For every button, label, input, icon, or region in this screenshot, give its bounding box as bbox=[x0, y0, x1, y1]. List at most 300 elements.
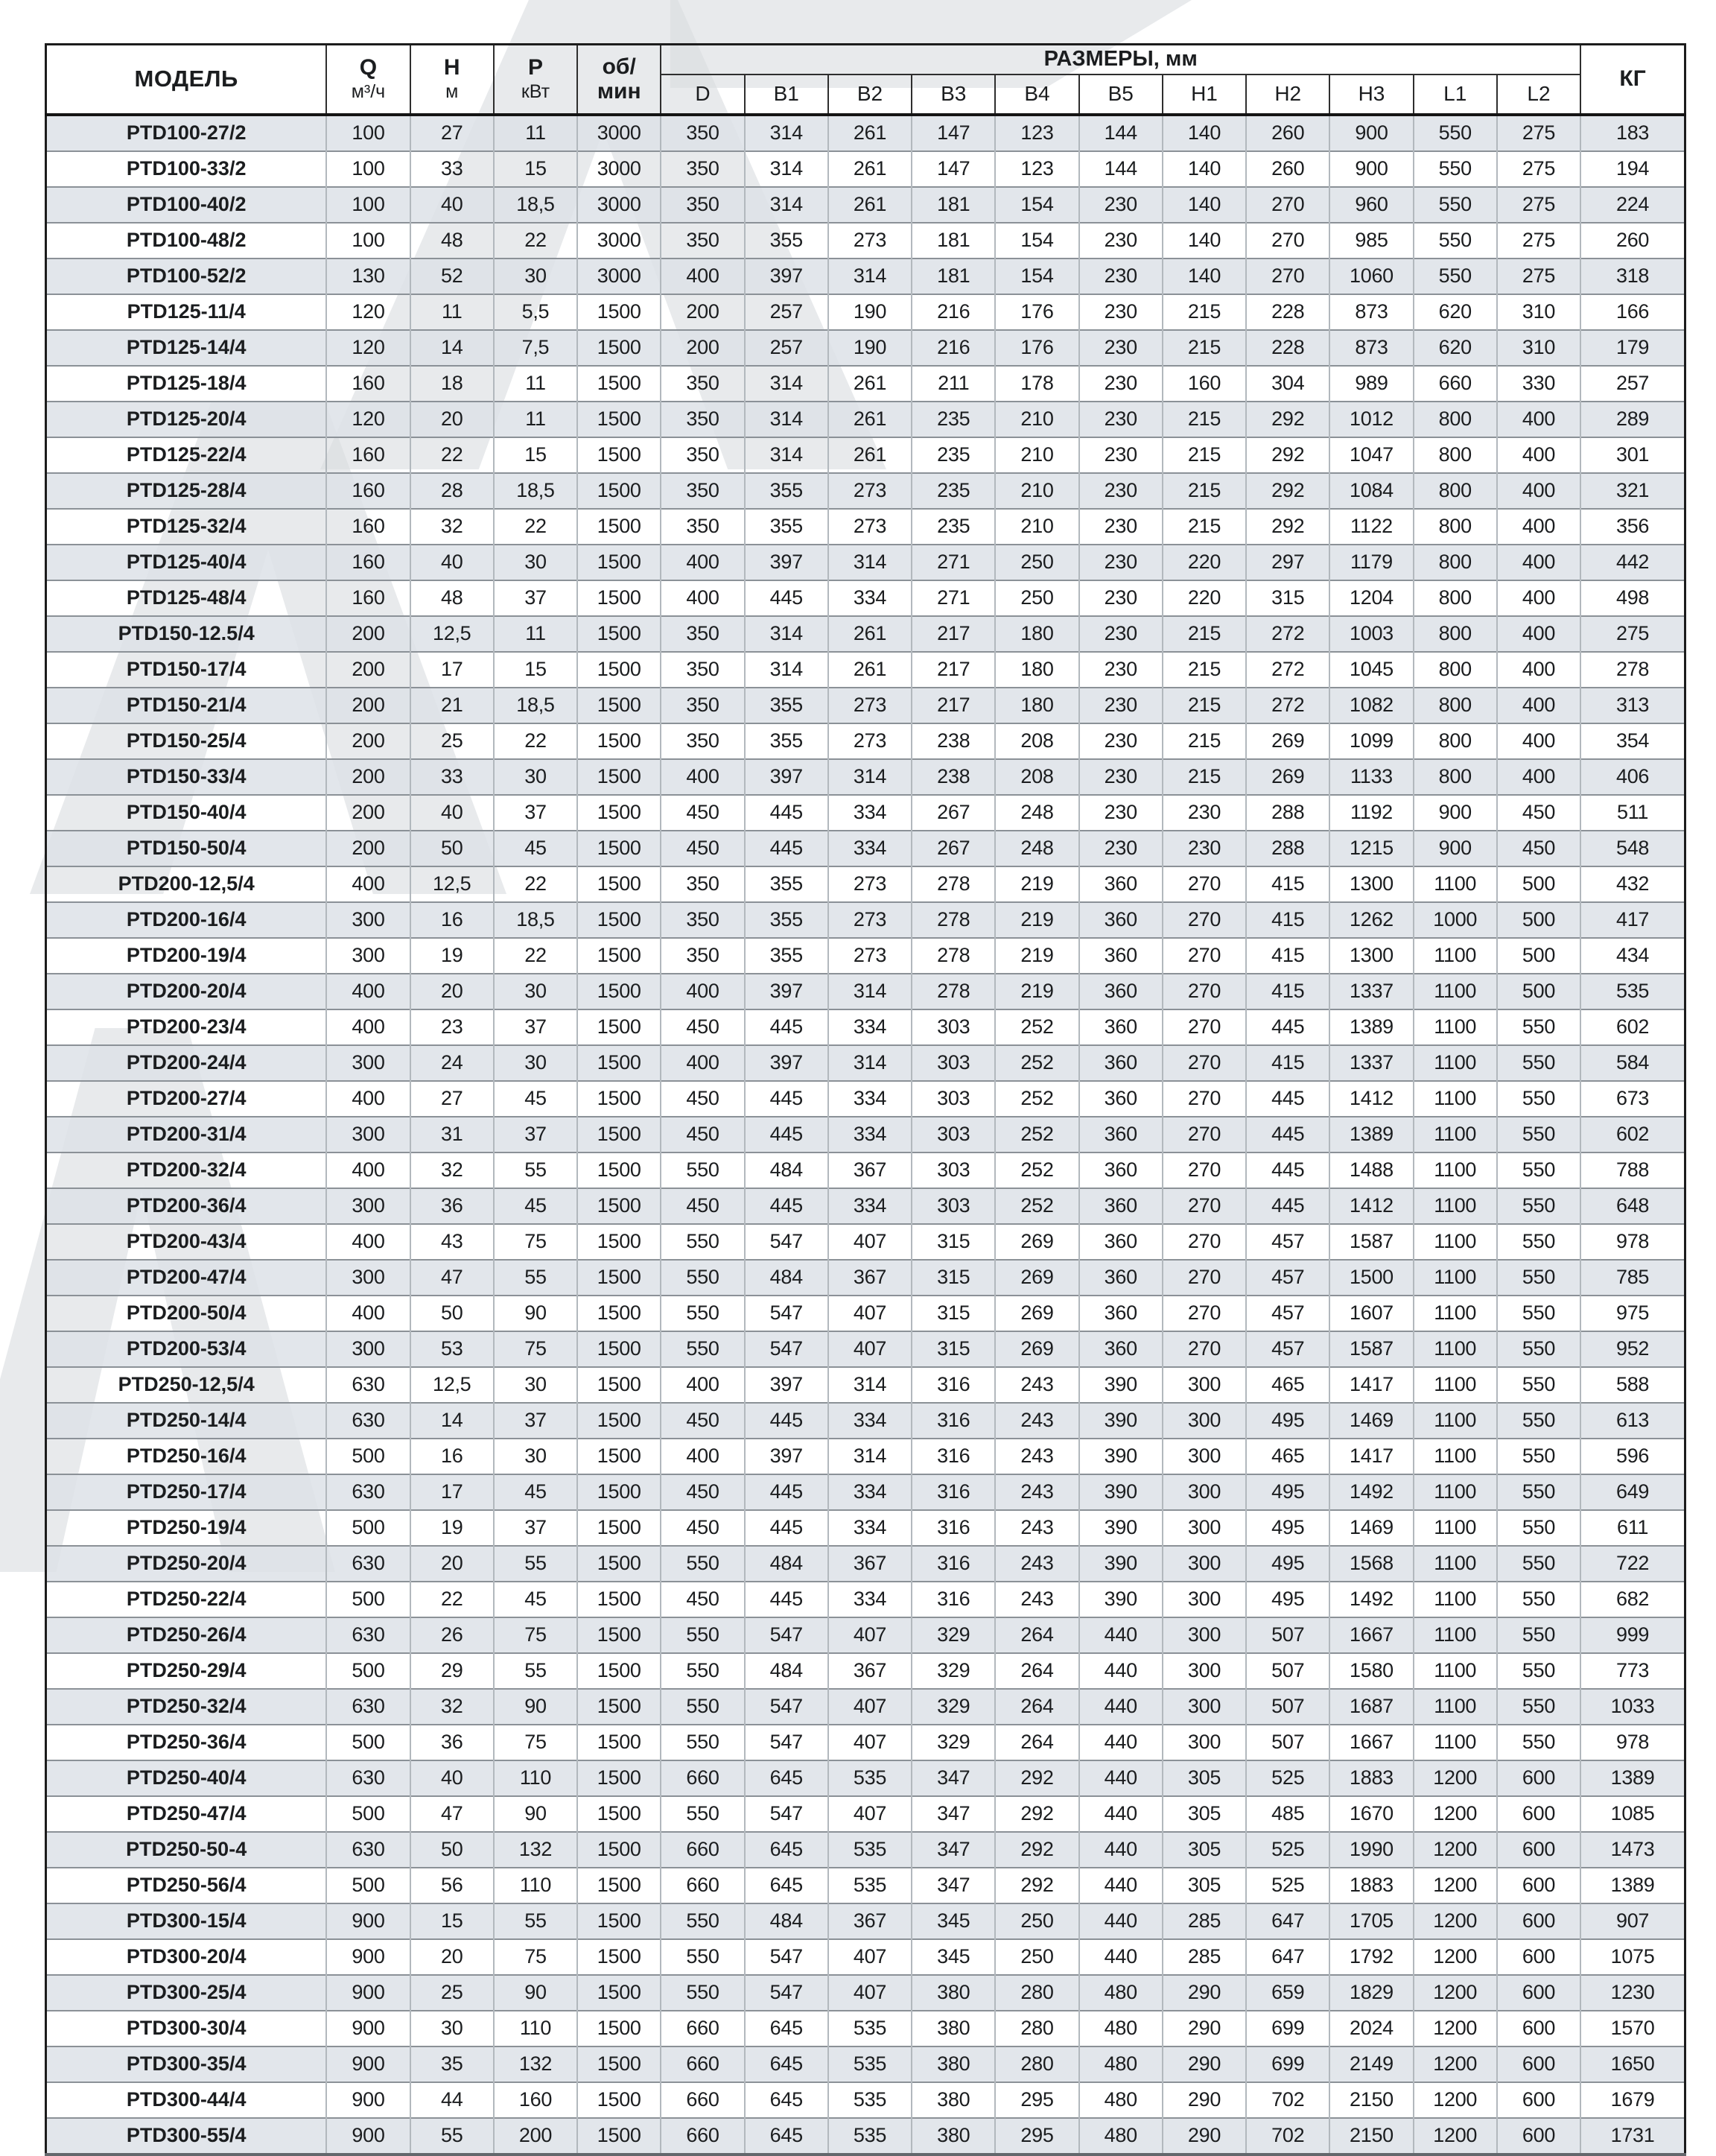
value-cell: 215 bbox=[1163, 473, 1246, 509]
value-cell: 550 bbox=[661, 1152, 744, 1188]
value-cell: 290 bbox=[1163, 2118, 1246, 2155]
table-row bbox=[46, 115, 1685, 151]
value-cell: 22 bbox=[494, 866, 577, 902]
model-cell: PTD125-11/4 bbox=[46, 294, 327, 330]
value-cell: 230 bbox=[1079, 652, 1163, 688]
table-row bbox=[46, 509, 1685, 545]
value-cell: 144 bbox=[1079, 115, 1163, 151]
model-cell: PTD125-22/4 bbox=[46, 437, 327, 473]
value-cell: 500 bbox=[1497, 866, 1580, 902]
value-cell: 5,5 bbox=[494, 294, 577, 330]
value-cell: 525 bbox=[1246, 1868, 1329, 1903]
value-cell: 645 bbox=[745, 2118, 828, 2155]
value-cell: 900 bbox=[326, 2118, 410, 2155]
model-cell: PTD250-19/4 bbox=[46, 1510, 327, 1546]
value-cell: 1500 bbox=[577, 2046, 661, 2082]
model-cell: PTD125-40/4 bbox=[46, 545, 327, 580]
value-cell: 11 bbox=[494, 366, 577, 402]
value-cell: 160 bbox=[1163, 366, 1246, 402]
table-header bbox=[46, 45, 1685, 115]
value-cell: 1500 bbox=[577, 1296, 661, 1331]
value-cell: 360 bbox=[1079, 866, 1163, 902]
value-cell: 315 bbox=[912, 1296, 995, 1331]
value-cell: 1084 bbox=[1329, 473, 1413, 509]
value-cell: 27 bbox=[410, 115, 494, 151]
value-cell: 264 bbox=[995, 1653, 1078, 1689]
value-cell: 360 bbox=[1079, 974, 1163, 1009]
value-cell: 535 bbox=[828, 2082, 912, 2118]
value-cell: 300 bbox=[1163, 1510, 1246, 1546]
value-cell: 1192 bbox=[1329, 795, 1413, 831]
value-cell: 1500 bbox=[577, 795, 661, 831]
value-cell: 800 bbox=[1414, 580, 1497, 616]
value-cell: 800 bbox=[1414, 509, 1497, 545]
value-cell: 1500 bbox=[577, 2118, 661, 2155]
model-cell: PTD200-31/4 bbox=[46, 1117, 327, 1152]
value-cell: 367 bbox=[828, 1546, 912, 1582]
table-row bbox=[46, 1188, 1685, 1224]
value-cell: 314 bbox=[745, 115, 828, 151]
value-cell: 400 bbox=[326, 1224, 410, 1260]
value-cell: 200 bbox=[326, 616, 410, 652]
value-cell: 1500 bbox=[577, 1903, 661, 1939]
value-cell: 440 bbox=[1079, 1832, 1163, 1868]
value-cell: 36 bbox=[410, 1188, 494, 1224]
value-cell: 292 bbox=[995, 1868, 1078, 1903]
value-cell: 445 bbox=[1246, 1009, 1329, 1045]
value-cell: 243 bbox=[995, 1474, 1078, 1510]
value-cell: 132 bbox=[494, 1832, 577, 1868]
value-cell: 275 bbox=[1497, 223, 1580, 259]
value-cell: 211 bbox=[912, 366, 995, 402]
value-cell: 345 bbox=[912, 1903, 995, 1939]
model-cell: PTD250-14/4 bbox=[46, 1403, 327, 1439]
value-cell: 400 bbox=[1497, 473, 1580, 509]
model-cell: PTD150-21/4 bbox=[46, 688, 327, 723]
value-cell: 314 bbox=[828, 545, 912, 580]
value-cell: 215 bbox=[1163, 294, 1246, 330]
value-cell: 400 bbox=[1497, 402, 1580, 437]
value-cell: 400 bbox=[661, 580, 744, 616]
value-cell: 329 bbox=[912, 1617, 995, 1653]
value-cell: 630 bbox=[326, 1546, 410, 1582]
value-cell: 300 bbox=[1163, 1617, 1246, 1653]
table-row bbox=[46, 1796, 1685, 1832]
value-cell: 230 bbox=[1079, 831, 1163, 866]
table-row bbox=[46, 688, 1685, 723]
value-cell: 773 bbox=[1580, 1653, 1685, 1689]
value-cell: 390 bbox=[1079, 1582, 1163, 1617]
value-cell: 271 bbox=[912, 545, 995, 580]
value-cell: 224 bbox=[1580, 187, 1685, 223]
value-cell: 397 bbox=[745, 545, 828, 580]
table-row bbox=[46, 223, 1685, 259]
value-cell: 280 bbox=[995, 2046, 1078, 2082]
value-cell: 600 bbox=[1497, 1939, 1580, 1975]
value-cell: 480 bbox=[1079, 2046, 1163, 2082]
value-cell: 30 bbox=[494, 1367, 577, 1403]
value-cell: 900 bbox=[326, 2046, 410, 2082]
value-cell: 450 bbox=[661, 1009, 744, 1045]
table-row bbox=[46, 1653, 1685, 1689]
value-cell: 1100 bbox=[1414, 1009, 1497, 1045]
value-cell: 243 bbox=[995, 1367, 1078, 1403]
value-cell: 292 bbox=[1246, 473, 1329, 509]
column-header-b3: B3 bbox=[912, 74, 995, 115]
value-cell: 550 bbox=[1497, 1510, 1580, 1546]
value-cell: 216 bbox=[912, 330, 995, 366]
value-cell: 397 bbox=[745, 259, 828, 294]
value-cell: 230 bbox=[1079, 688, 1163, 723]
value-cell: 450 bbox=[661, 1510, 744, 1546]
value-cell: 35 bbox=[410, 2046, 494, 2082]
value-cell: 215 bbox=[1163, 652, 1246, 688]
value-cell: 800 bbox=[1414, 545, 1497, 580]
value-cell: 550 bbox=[1414, 151, 1497, 187]
value-cell: 314 bbox=[828, 974, 912, 1009]
value-cell: 484 bbox=[745, 1903, 828, 1939]
value-cell: 217 bbox=[912, 616, 995, 652]
table-row bbox=[46, 1617, 1685, 1653]
value-cell: 18,5 bbox=[494, 187, 577, 223]
value-cell: 176 bbox=[995, 330, 1078, 366]
value-cell: 440 bbox=[1079, 1617, 1163, 1653]
value-cell: 257 bbox=[745, 330, 828, 366]
value-cell: 300 bbox=[326, 1045, 410, 1081]
value-cell: 380 bbox=[912, 2082, 995, 2118]
value-cell: 15 bbox=[410, 1903, 494, 1939]
value-cell: 334 bbox=[828, 1081, 912, 1117]
value-cell: 480 bbox=[1079, 2118, 1163, 2155]
table-row bbox=[46, 402, 1685, 437]
value-cell: 645 bbox=[745, 2011, 828, 2046]
value-cell: 50 bbox=[410, 1296, 494, 1331]
value-cell: 600 bbox=[1497, 1903, 1580, 1939]
table-row bbox=[46, 1474, 1685, 1510]
value-cell: 507 bbox=[1246, 1617, 1329, 1653]
value-cell: 154 bbox=[995, 223, 1078, 259]
value-cell: 535 bbox=[828, 1832, 912, 1868]
value-cell: 30 bbox=[494, 259, 577, 294]
value-cell: 270 bbox=[1163, 1296, 1246, 1331]
value-cell: 120 bbox=[326, 294, 410, 330]
value-cell: 144 bbox=[1079, 151, 1163, 187]
value-cell: 1389 bbox=[1329, 1117, 1413, 1152]
value-cell: 457 bbox=[1246, 1296, 1329, 1331]
value-cell: 1500 bbox=[577, 2011, 661, 2046]
value-cell: 355 bbox=[745, 223, 828, 259]
value-cell: 210 bbox=[995, 473, 1078, 509]
value-cell: 160 bbox=[326, 437, 410, 473]
value-cell: 12,5 bbox=[410, 616, 494, 652]
value-cell: 1500 bbox=[577, 866, 661, 902]
value-cell: 873 bbox=[1329, 294, 1413, 330]
value-cell: 285 bbox=[1163, 1903, 1246, 1939]
value-cell: 250 bbox=[995, 1939, 1078, 1975]
value-cell: 1200 bbox=[1414, 2046, 1497, 2082]
value-cell: 120 bbox=[326, 330, 410, 366]
value-cell: 1100 bbox=[1414, 938, 1497, 974]
value-cell: 1500 bbox=[577, 831, 661, 866]
value-cell: 350 bbox=[661, 509, 744, 545]
value-cell: 445 bbox=[745, 1510, 828, 1546]
value-cell: 47 bbox=[410, 1796, 494, 1832]
value-cell: 450 bbox=[1497, 795, 1580, 831]
value-cell: 630 bbox=[326, 1832, 410, 1868]
value-cell: 235 bbox=[912, 402, 995, 437]
value-cell: 788 bbox=[1580, 1152, 1685, 1188]
value-cell: 550 bbox=[661, 1617, 744, 1653]
value-cell: 100 bbox=[326, 151, 410, 187]
value-cell: 800 bbox=[1414, 473, 1497, 509]
value-cell: 390 bbox=[1079, 1439, 1163, 1474]
value-cell: 17 bbox=[410, 1474, 494, 1510]
value-cell: 400 bbox=[1497, 759, 1580, 795]
value-cell: 1200 bbox=[1414, 1975, 1497, 2011]
table-row bbox=[46, 2118, 1685, 2155]
value-cell: 75 bbox=[494, 1725, 577, 1760]
value-cell: 1500 bbox=[577, 330, 661, 366]
model-cell: PTD100-33/2 bbox=[46, 151, 327, 187]
table-row bbox=[46, 1582, 1685, 1617]
value-cell: 45 bbox=[494, 1582, 577, 1617]
value-cell: 269 bbox=[995, 1260, 1078, 1296]
value-cell: 252 bbox=[995, 1045, 1078, 1081]
value-cell: 350 bbox=[661, 187, 744, 223]
value-cell: 215 bbox=[1163, 509, 1246, 545]
value-cell: 1883 bbox=[1329, 1760, 1413, 1796]
value-cell: 550 bbox=[661, 1939, 744, 1975]
model-cell: PTD125-28/4 bbox=[46, 473, 327, 509]
value-cell: 1100 bbox=[1414, 1439, 1497, 1474]
value-cell: 303 bbox=[912, 1045, 995, 1081]
value-cell: 2024 bbox=[1329, 2011, 1413, 2046]
value-cell: 356 bbox=[1580, 509, 1685, 545]
value-cell: 75 bbox=[494, 1224, 577, 1260]
value-cell: 645 bbox=[745, 2082, 828, 2118]
value-cell: 440 bbox=[1079, 1903, 1163, 1939]
value-cell: 350 bbox=[661, 437, 744, 473]
value-cell: 183 bbox=[1580, 115, 1685, 151]
value-cell: 960 bbox=[1329, 187, 1413, 223]
value-cell: 181 bbox=[912, 187, 995, 223]
value-cell: 270 bbox=[1163, 1188, 1246, 1224]
value-cell: 56 bbox=[410, 1868, 494, 1903]
value-cell: 252 bbox=[995, 1152, 1078, 1188]
value-cell: 347 bbox=[912, 1832, 995, 1868]
value-cell: 547 bbox=[745, 1796, 828, 1832]
table-row bbox=[46, 1331, 1685, 1367]
value-cell: 390 bbox=[1079, 1474, 1163, 1510]
value-cell: 176 bbox=[995, 294, 1078, 330]
value-cell: 300 bbox=[1163, 1653, 1246, 1689]
value-cell: 315 bbox=[912, 1260, 995, 1296]
value-cell: 550 bbox=[1497, 1331, 1580, 1367]
value-cell: 1500 bbox=[577, 1796, 661, 1832]
value-cell: 219 bbox=[995, 902, 1078, 938]
value-cell: 985 bbox=[1329, 223, 1413, 259]
value-cell: 1389 bbox=[1329, 1009, 1413, 1045]
value-cell: 32 bbox=[410, 1689, 494, 1725]
value-cell: 952 bbox=[1580, 1331, 1685, 1367]
value-cell: 260 bbox=[1246, 151, 1329, 187]
value-cell: 1417 bbox=[1329, 1439, 1413, 1474]
value-cell: 248 bbox=[995, 831, 1078, 866]
value-cell: 269 bbox=[995, 1224, 1078, 1260]
value-cell: 230 bbox=[1163, 831, 1246, 866]
value-cell: 180 bbox=[995, 616, 1078, 652]
value-cell: 123 bbox=[995, 115, 1078, 151]
value-cell: 1500 bbox=[577, 1939, 661, 1975]
value-cell: 450 bbox=[661, 795, 744, 831]
value-cell: 407 bbox=[828, 1975, 912, 2011]
value-cell: 55 bbox=[494, 1546, 577, 1582]
value-cell: 21 bbox=[410, 688, 494, 723]
value-cell: 457 bbox=[1246, 1224, 1329, 1260]
table-row bbox=[46, 330, 1685, 366]
value-cell: 350 bbox=[661, 115, 744, 151]
value-cell: 630 bbox=[326, 1403, 410, 1439]
value-cell: 1492 bbox=[1329, 1474, 1413, 1510]
value-cell: 154 bbox=[995, 187, 1078, 223]
value-cell: 313 bbox=[1580, 688, 1685, 723]
value-cell: 1082 bbox=[1329, 688, 1413, 723]
value-cell: 535 bbox=[828, 2046, 912, 2082]
value-cell: 600 bbox=[1497, 1975, 1580, 2011]
value-cell: 550 bbox=[1497, 1260, 1580, 1296]
model-cell: PTD200-32/4 bbox=[46, 1152, 327, 1188]
value-cell: 200 bbox=[494, 2118, 577, 2155]
value-cell: 600 bbox=[1497, 1796, 1580, 1832]
value-cell: 800 bbox=[1414, 402, 1497, 437]
value-cell: 367 bbox=[828, 1903, 912, 1939]
value-cell: 1500 bbox=[577, 2082, 661, 2118]
value-cell: 550 bbox=[1497, 1546, 1580, 1582]
value-cell: 417 bbox=[1580, 902, 1685, 938]
table-row bbox=[46, 938, 1685, 974]
value-cell: 305 bbox=[1163, 1760, 1246, 1796]
value-cell: 1500 bbox=[577, 723, 661, 759]
value-cell: 147 bbox=[912, 115, 995, 151]
table-row bbox=[46, 580, 1685, 616]
value-cell: 1500 bbox=[577, 294, 661, 330]
p-label: P bbox=[527, 55, 543, 80]
value-cell: 350 bbox=[661, 652, 744, 688]
value-cell: 1389 bbox=[1580, 1868, 1685, 1903]
value-cell: 55 bbox=[494, 1152, 577, 1188]
value-cell: 360 bbox=[1079, 938, 1163, 974]
value-cell: 550 bbox=[661, 1260, 744, 1296]
value-cell: 1500 bbox=[577, 1260, 661, 1296]
value-cell: 305 bbox=[1163, 1832, 1246, 1868]
value-cell: 305 bbox=[1163, 1868, 1246, 1903]
value-cell: 445 bbox=[745, 580, 828, 616]
value-cell: 315 bbox=[912, 1331, 995, 1367]
value-cell: 390 bbox=[1079, 1403, 1163, 1439]
value-cell: 290 bbox=[1163, 2046, 1246, 2082]
column-header-b1: B1 bbox=[745, 74, 828, 115]
value-cell: 360 bbox=[1079, 1117, 1163, 1152]
value-cell: 300 bbox=[326, 1117, 410, 1152]
value-cell: 248 bbox=[995, 795, 1078, 831]
value-cell: 16 bbox=[410, 902, 494, 938]
value-cell: 329 bbox=[912, 1653, 995, 1689]
value-cell: 290 bbox=[1163, 2011, 1246, 2046]
value-cell: 55 bbox=[494, 1653, 577, 1689]
value-cell: 900 bbox=[1329, 151, 1413, 187]
model-cell: PTD300-44/4 bbox=[46, 2082, 327, 2118]
value-cell: 160 bbox=[326, 509, 410, 545]
value-cell: 16 bbox=[410, 1439, 494, 1474]
value-cell: 442 bbox=[1580, 545, 1685, 580]
model-cell: PTD300-55/4 bbox=[46, 2118, 327, 2155]
value-cell: 27 bbox=[410, 1081, 494, 1117]
value-cell: 380 bbox=[912, 1975, 995, 2011]
value-cell: 1500 bbox=[577, 509, 661, 545]
value-cell: 314 bbox=[828, 1045, 912, 1081]
model-cell: PTD125-48/4 bbox=[46, 580, 327, 616]
value-cell: 660 bbox=[661, 1760, 744, 1796]
column-header-l1: L1 bbox=[1414, 74, 1497, 115]
value-cell: 397 bbox=[745, 1367, 828, 1403]
value-cell: 350 bbox=[661, 688, 744, 723]
model-cell: PTD250-50-4 bbox=[46, 1832, 327, 1868]
value-cell: 261 bbox=[828, 366, 912, 402]
value-cell: 347 bbox=[912, 1760, 995, 1796]
value-cell: 11 bbox=[410, 294, 494, 330]
value-cell: 500 bbox=[1497, 974, 1580, 1009]
model-cell: PTD250-12,5/4 bbox=[46, 1367, 327, 1403]
value-cell: 400 bbox=[1497, 616, 1580, 652]
value-cell: 550 bbox=[1497, 1081, 1580, 1117]
value-cell: 900 bbox=[326, 1903, 410, 1939]
column-header-h3: H3 bbox=[1329, 74, 1413, 115]
value-cell: 600 bbox=[1497, 1868, 1580, 1903]
value-cell: 314 bbox=[745, 187, 828, 223]
value-cell: 290 bbox=[1163, 2082, 1246, 2118]
value-cell: 550 bbox=[1414, 259, 1497, 294]
value-cell: 445 bbox=[1246, 1188, 1329, 1224]
value-cell: 500 bbox=[326, 1796, 410, 1832]
value-cell: 660 bbox=[661, 2118, 744, 2155]
value-cell: 154 bbox=[995, 259, 1078, 294]
value-cell: 682 bbox=[1580, 1582, 1685, 1617]
value-cell: 230 bbox=[1079, 723, 1163, 759]
model-cell: PTD300-15/4 bbox=[46, 1903, 327, 1939]
value-cell: 360 bbox=[1079, 1260, 1163, 1296]
value-cell: 278 bbox=[912, 974, 995, 1009]
value-cell: 1060 bbox=[1329, 259, 1413, 294]
value-cell: 1100 bbox=[1414, 1188, 1497, 1224]
value-cell: 44 bbox=[410, 2082, 494, 2118]
value-cell: 550 bbox=[1497, 1439, 1580, 1474]
table-row bbox=[46, 1224, 1685, 1260]
value-cell: 484 bbox=[745, 1152, 828, 1188]
value-cell: 1100 bbox=[1414, 974, 1497, 1009]
value-cell: 350 bbox=[661, 866, 744, 902]
value-cell: 360 bbox=[1079, 1331, 1163, 1367]
value-cell: 550 bbox=[661, 1331, 744, 1367]
value-cell: 219 bbox=[995, 866, 1078, 902]
table-row bbox=[46, 974, 1685, 1009]
value-cell: 1230 bbox=[1580, 1975, 1685, 2011]
value-cell: 217 bbox=[912, 688, 995, 723]
value-cell: 445 bbox=[745, 1188, 828, 1224]
value-cell: 645 bbox=[745, 1832, 828, 1868]
value-cell: 900 bbox=[1414, 831, 1497, 866]
value-cell: 181 bbox=[912, 259, 995, 294]
value-cell: 243 bbox=[995, 1546, 1078, 1582]
